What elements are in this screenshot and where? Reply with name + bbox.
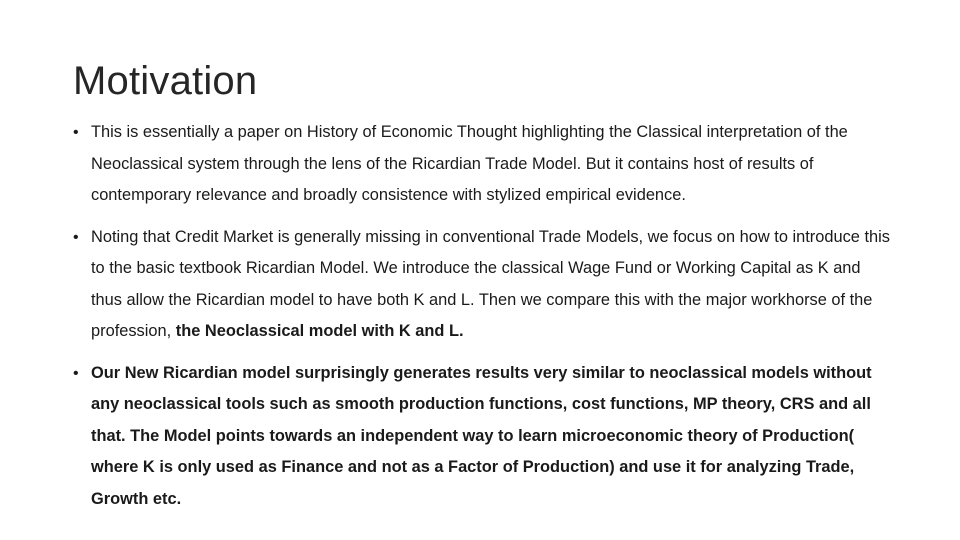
bullet-dot-icon: • xyxy=(73,364,79,382)
bullet-bold-text: Our New Ricardian model surprisingly generates results very similar to neoclassical models without any neoclassical tools such as smooth production functions, cost functions, MP theory, CRS and all that. The Model points towards an independent way to learn microeconomic theory of Production( where K is only used as Finance and not as a Factor of Production) and use it for analyzing Trade, Growth etc. xyxy=(91,363,872,508)
bullet-item-history xyxy=(73,117,895,212)
bullet-item-new-ricardian xyxy=(73,358,895,516)
slide-title: Motivation xyxy=(73,59,258,103)
bullet-text: Noting that Credit Market is generally missing in conventional Trade Models, we focus on how to introduce this to the basic textbook Ricardian Model. We introduce the classical Wage Fund or Working Capital as K and thus allow the Ricardian model to have both K and L. Then we compare this with the major workhorse of the profession, xyxy=(91,227,890,340)
bullet-dot-icon: • xyxy=(73,124,79,141)
bullet-text: This is essentially a paper on History of Economic Thought highlighting the Classical interpretation of the Neoclassical system through the lens of the Ricardian Trade Model. But it contains host of results of contemporary relevance and broadly consistence with stylized empirical evidence. xyxy=(91,123,848,204)
bullet-item-credit-market xyxy=(73,222,895,348)
bullet-dot-icon: • xyxy=(73,228,79,246)
bullet-list xyxy=(73,117,895,515)
bullet-bold-text: the Neoclassical model with K and L. xyxy=(175,322,464,340)
